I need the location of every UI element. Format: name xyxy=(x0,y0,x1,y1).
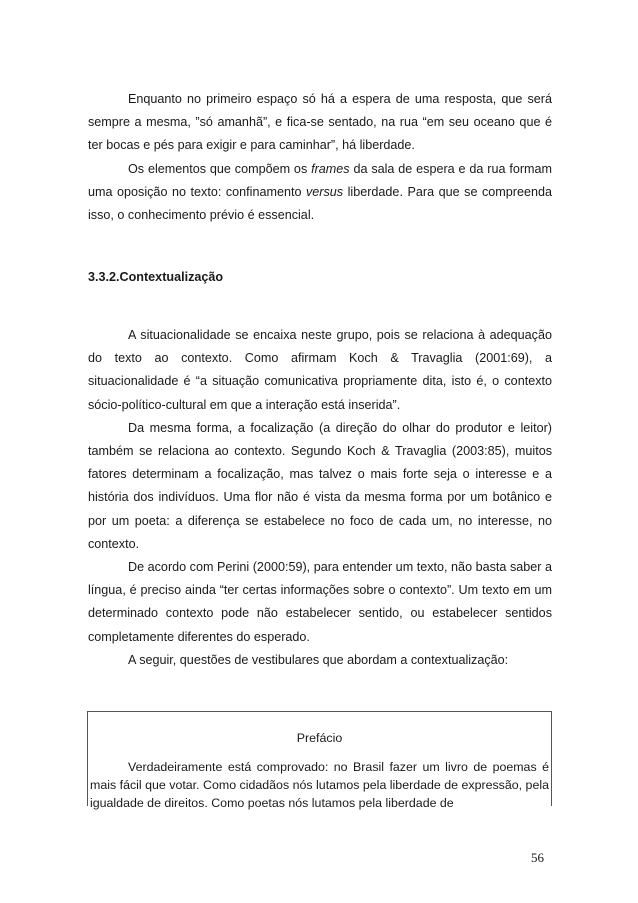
paragraph xyxy=(88,158,552,228)
italic-term: frames xyxy=(311,161,350,176)
paragraph: De acordo com Perini (2000:59), para entender um texto, não basta saber a língua, é preciso ainda “ter certas informações sobre o contexto”. Um texto em um determinado contexto pode não estabelecer sentido, ou estabelecer sentidos completamente diferentes do esperado. xyxy=(88,560,552,644)
paragraph: Da mesma forma, a focalização (a direção do olhar do produtor e leitor) também se relaciona ao contexto. Segundo Koch & Travaglia (2003:85), muitos fatores determinam a focalização, mas talvez o mais forte seja o interesse e a história dos indivíduos. Uma flor não é vista da mesma forma por um botânico e por um poeta: a diferença se estabelece no foco de cada um, no interesse, no contexto. xyxy=(88,420,552,551)
quote-text xyxy=(88,758,551,813)
quote-paragraph: Verdadeiramente está comprovado: no Brasil fazer um livro de poemas é mais fácil que votar. Como cidadãos nós lutamos pela liberdade de expressão, pela igualdade de direitos. Como poetas nós lutamos pela liberdade de xyxy=(90,760,549,811)
italic-term: versus xyxy=(306,184,344,199)
section-text-block xyxy=(88,324,552,672)
paragraph: A situacionalidade se encaixa neste grupo, pois se relaciona à adequação do texto ao contexto. Como afirmam Koch & Travaglia (2001:69), a situacionalidade é “a situação comunicativa propriamente dita, isto é, o contexto sócio-político-cultural em que a interação está inserida”. xyxy=(88,328,552,412)
text-run: da sala de espera e da rua formam uma oposição no texto: confinamento xyxy=(88,161,552,199)
paragraph: A seguir, questões de vestibulares que abordam a contextualização: xyxy=(128,652,509,667)
text-run: liberdade. Para que se compreenda isso, o conhecimento prévio é essencial. xyxy=(88,184,552,223)
page-number: 56 xyxy=(531,850,544,865)
quote-title: Prefácio xyxy=(296,731,343,745)
quote-box xyxy=(87,711,552,811)
paragraph: Enquanto no primeiro espaço só há a espera de uma resposta, que será sempre a mesma, ”só amanhã”, e fica-se sentado, na rua “em seu oceano que é ter bocas e pés para exigir e para caminhar”, há liberdade. xyxy=(88,92,552,153)
section-heading: 3.3.2.Contextualização xyxy=(88,270,224,284)
text-run: Os elementos que compõem os xyxy=(128,161,312,176)
intro-text-block xyxy=(88,88,552,227)
